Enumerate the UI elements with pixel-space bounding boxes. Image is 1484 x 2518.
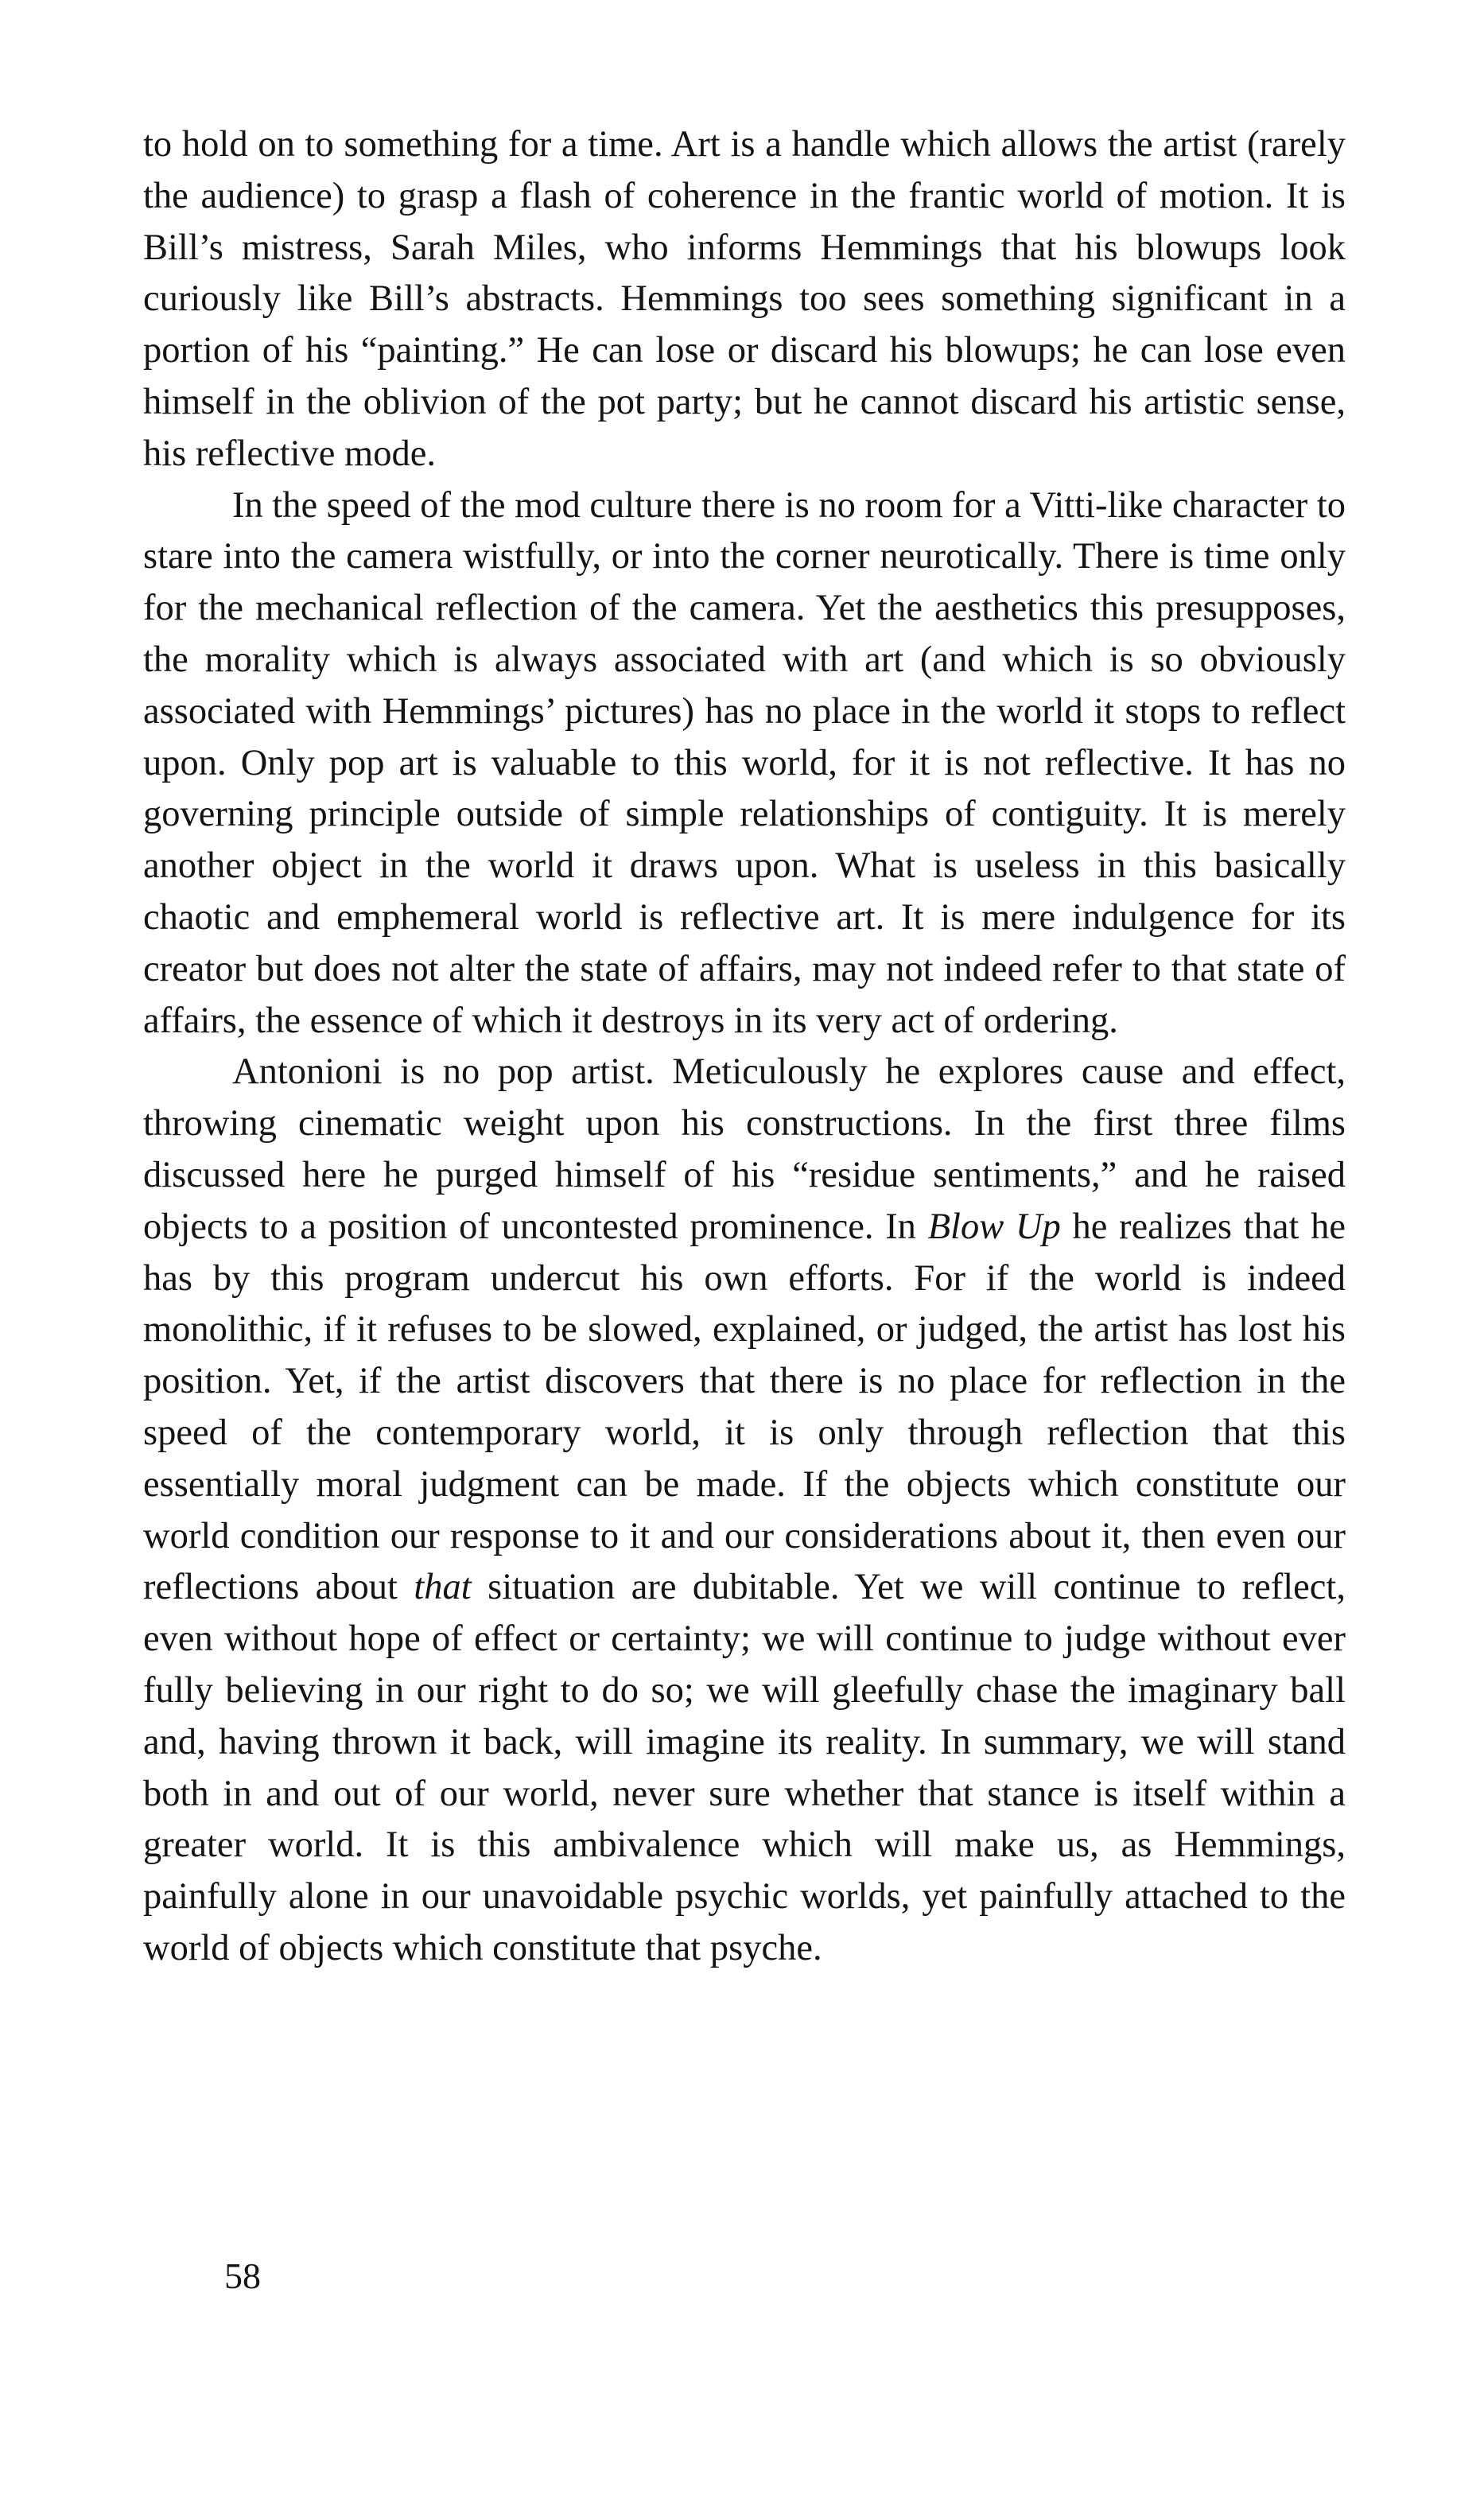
paragraph-3-text-a: Antonioni is no pop artist. Meticulously he explores cause and effect, throwing cinematic weight upon his constructions. In the first three films discussed here he purged himself of his “residue sentiments,” and he raised objects to a position of uncontested prominence. In [143,1051,1346,1247]
paragraph-1-text: to hold on to something for a time. Art is a handle which allows the artist (rarely the audience) to grasp a flash of coherence in the frantic world of motion. It is Bill’s mistress, Sarah Miles, who informs Hemmings that his blowups look curiously like Bill’s abstracts. Hemmings too sees something significant in a portion of his “painting.” He can lose or discard his blowups; he can lose even himself in the oblivion of the pot party; but he cannot discard his artistic sense, his reflective mode. [143,124,1346,474]
paragraph-2 [143,480,1346,1047]
paragraph-3 [143,1047,1346,1974]
film-title-blow-up: Blow Up [927,1206,1061,1247]
emphasis-that: that [414,1567,472,1608]
page-body [143,119,1346,1975]
paragraph-2-text: In the speed of the mod culture there is no room for a Vitti-like character to stare into the camera wistfully, or into the corner neurotically. There is time only for the mechanical reflection of the camera. Yet the aesthetics this presupposes, the morality which is always associated with art (and which is so obviously associated with Hemmings’ pictures) has no place in the world it stops to reflect upon. Only pop art is valuable to this world, for it is not reflective. It has no governing principle outside of simple relationships of contiguity. It is merely another object in the world it draws upon. What is useless in this basically chaotic and emphemeral world is reflective art. It is mere indulgence for its creator but does not alter the state of affairs, may not indeed refer to that state of affairs, the essence of which it destroys in its very act of ordering. [143,484,1346,1041]
page-number: 58 [224,2256,261,2296]
paragraph-3-text-b: he realizes that he has by this program undercut his own efforts. For if the world is indeed monolithic, if it refuses to be slowed, explained, or judged, the artist has lost his position. Yet, if the artist discovers that there is no place for reflection in the speed of the contemporary world, it is only through reflection that this essentially moral judgment can be made. If the objects which constitute our world condition our response to it and our considerations about it, then even our reflections about [143,1206,1346,1608]
paragraph-1 [143,119,1346,480]
paragraph-3-text-c: situation are dubitable. Yet we will continue to reflect, even without hope of effect or certainty; we will continue to judge without ever fully believing in our right to do so; we will gleefully chase the imaginary ball and, having thrown it back, will imagine its reality. In summary, we will stand both in and out of our world, never sure whether that stance is itself within a greater world. It is this ambivalence which will make us, as Hemmings, painfully alone in our unavoidable psychic worlds, yet painfully attached to the world of objects which constitute that psyche. [143,1567,1346,1968]
